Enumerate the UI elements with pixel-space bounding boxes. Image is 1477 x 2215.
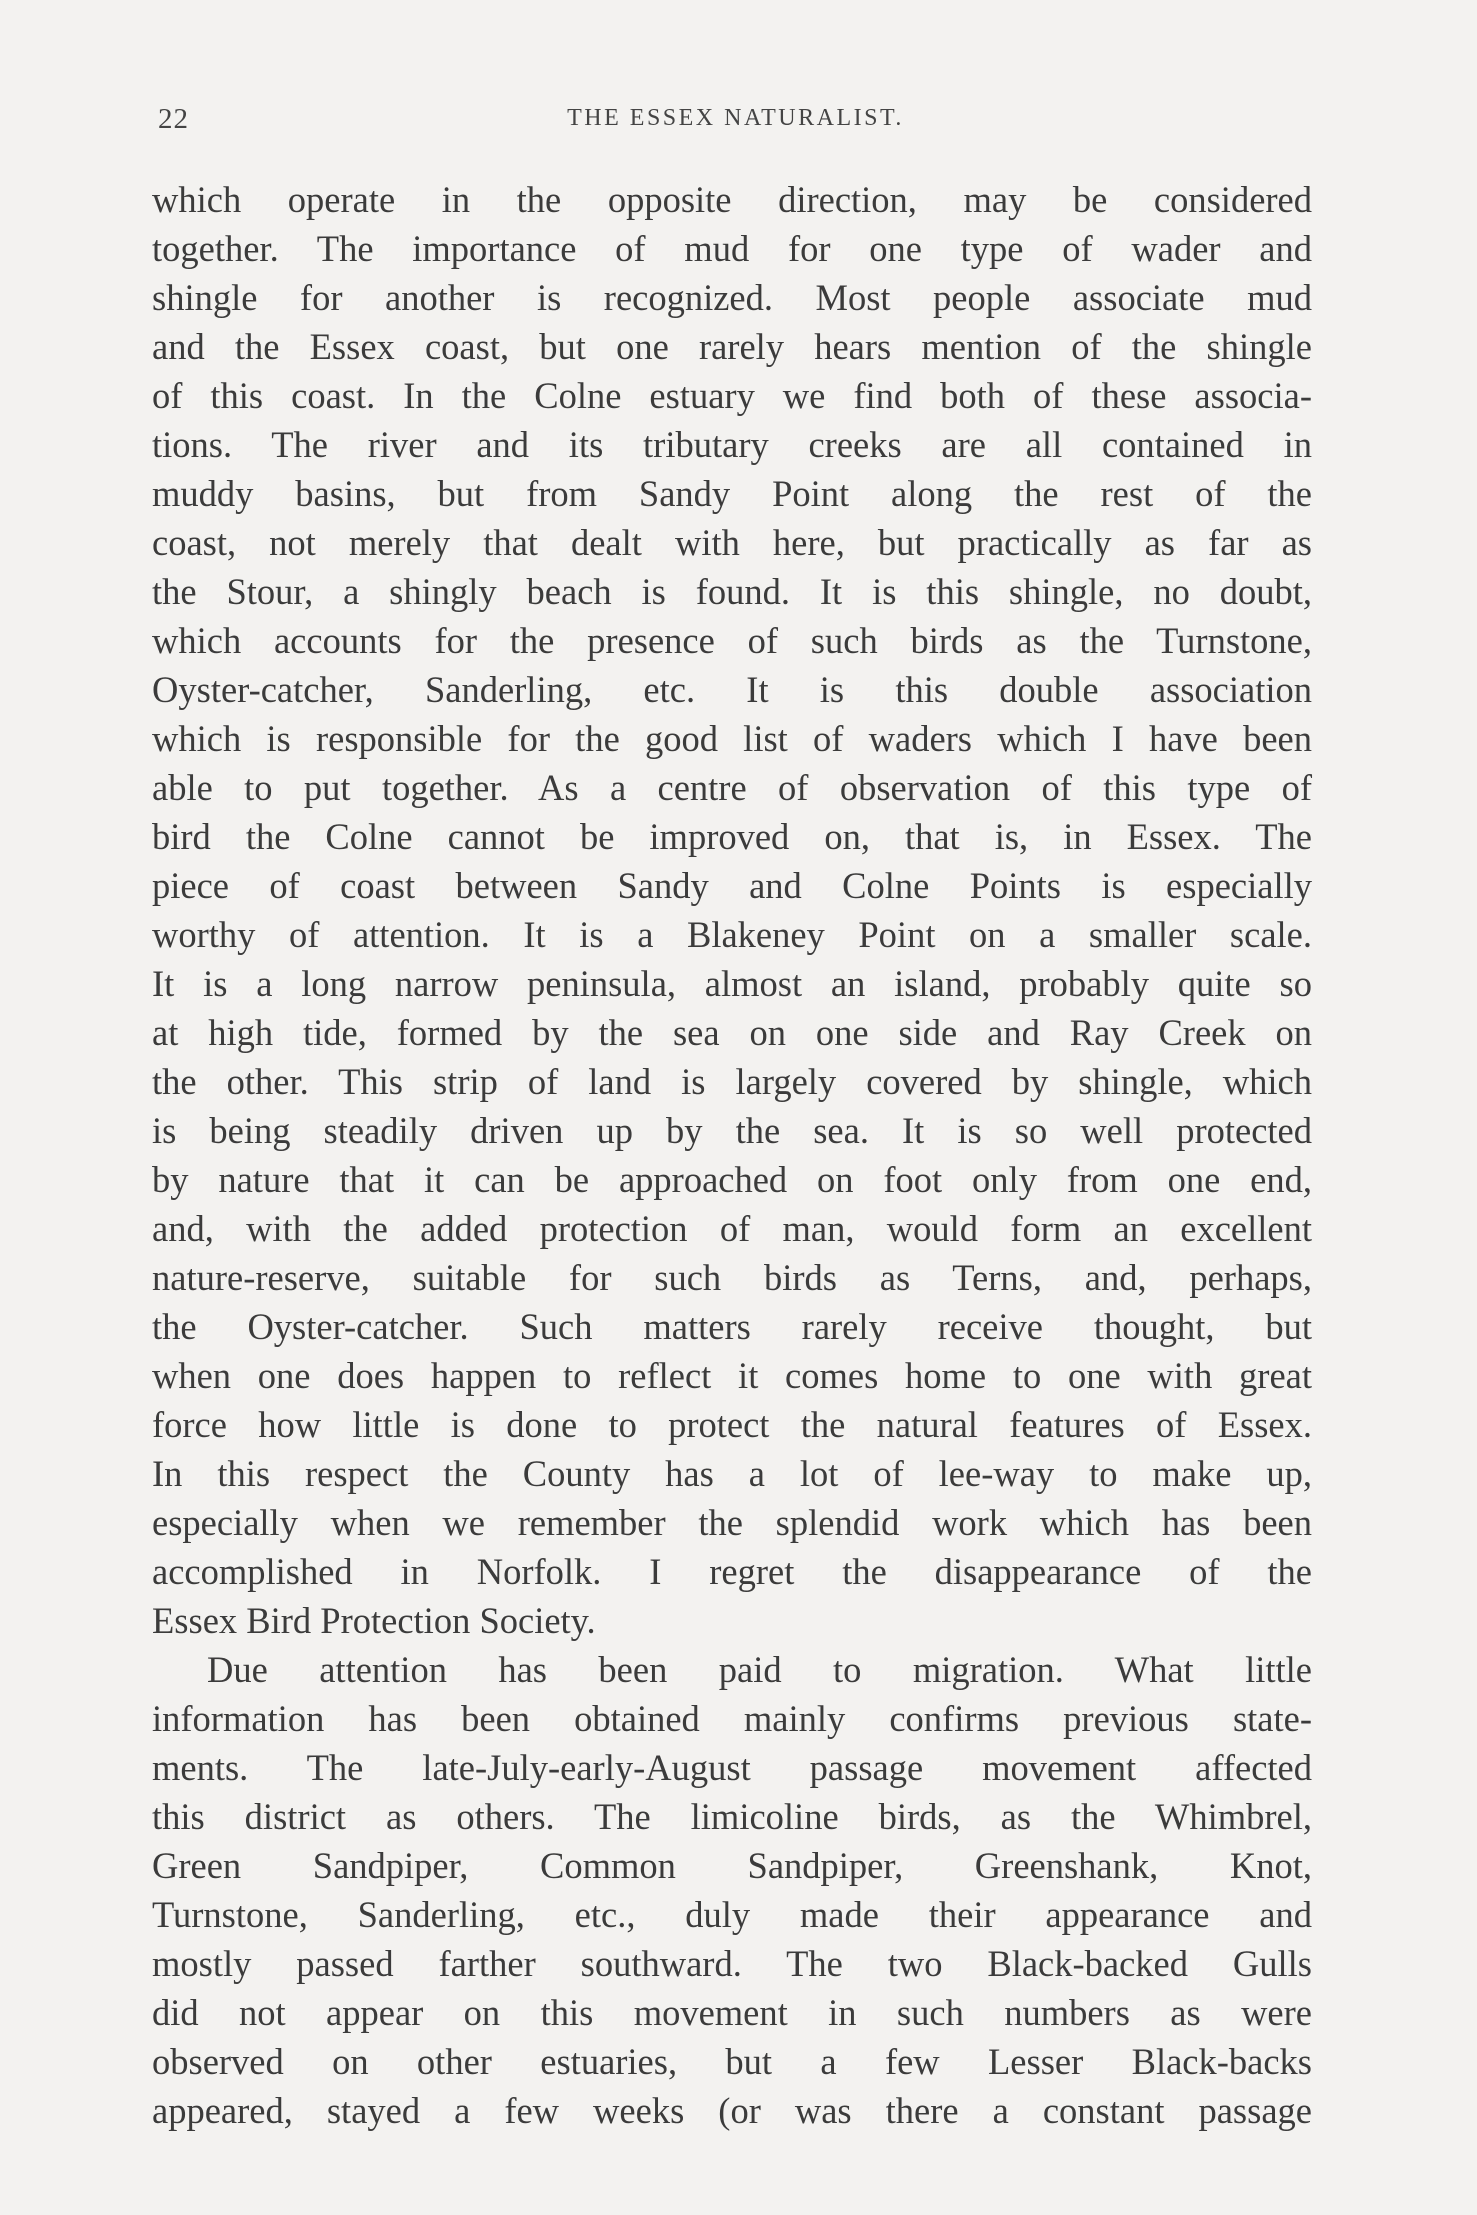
text-line: muddy basins, but from Sandy Point along the rest of the xyxy=(152,473,1312,514)
text-line: mostly passed farther southward. The two Black-backed Gulls xyxy=(152,1943,1312,1984)
body-text xyxy=(152,175,1312,2135)
text-line: the other. This strip of land is largely covered by shingle, which xyxy=(152,1061,1312,1102)
text-line: the Oyster-catcher. Such matters rarely receive thought, but xyxy=(152,1306,1312,1347)
running-title: THE ESSEX NATURALIST. xyxy=(567,105,904,131)
text-line: of this coast. In the Colne estuary we find both of these associa- xyxy=(152,375,1312,416)
text-line: In this respect the County has a lot of lee-way to make up, xyxy=(152,1453,1312,1494)
text-line: observed on other estuaries, but a few Lesser Black-backs xyxy=(152,2041,1312,2082)
text-line: Green Sandpiper, Common Sandpiper, Greenshank, Knot, xyxy=(152,1845,1312,1886)
text-line: Due attention has been paid to migration. What little xyxy=(207,1649,1312,1690)
page-header xyxy=(158,103,1313,143)
paragraph-2 xyxy=(152,1645,1312,2135)
text-line: the Stour, a shingly beach is found. It is this shingle, no doubt, xyxy=(152,571,1312,612)
text-line: which operate in the opposite direction, may be considered xyxy=(152,179,1312,220)
text-line: It is a long narrow peninsula, almost an island, probably quite so xyxy=(152,963,1312,1004)
page-number: 22 xyxy=(158,103,189,135)
text-line: Oyster-catcher, Sanderling, etc. It is this double association xyxy=(152,669,1312,710)
text-line: Turnstone, Sanderling, etc., duly made their appearance and xyxy=(152,1894,1312,1935)
text-line: together. The importance of mud for one type of wader and xyxy=(152,228,1312,269)
text-line: which is responsible for the good list of waders which I have been xyxy=(152,718,1312,759)
text-line: shingle for another is recognized. Most people associate mud xyxy=(152,277,1312,318)
text-line: nature-reserve, suitable for such birds as Terns, and, perhaps, xyxy=(152,1257,1312,1298)
text-line: by nature that it can be approached on foot only from one end, xyxy=(152,1159,1312,1200)
paragraph-1 xyxy=(152,175,1312,1645)
text-line: appeared, stayed a few weeks (or was there a constant passage xyxy=(152,2090,1312,2131)
text-line: piece of coast between Sandy and Colne Points is especially xyxy=(152,865,1312,906)
text-line: tions. The river and its tributary creeks are all contained in xyxy=(152,424,1312,465)
text-line: Essex Bird Protection Society. xyxy=(152,1600,596,1641)
text-line: information has been obtained mainly confirms previous state- xyxy=(152,1698,1312,1739)
text-line: and, with the added protection of man, would form an excellent xyxy=(152,1208,1312,1249)
text-line: accomplished in Norfolk. I regret the disappearance of the xyxy=(152,1551,1312,1592)
text-line: bird the Colne cannot be improved on, that is, in Essex. The xyxy=(152,816,1312,857)
text-line: and the Essex coast, but one rarely hears mention of the shingle xyxy=(152,326,1312,367)
text-line: worthy of attention. It is a Blakeney Point on a smaller scale. xyxy=(152,914,1312,955)
text-line: did not appear on this movement in such numbers as were xyxy=(152,1992,1312,2033)
text-line: is being steadily driven up by the sea. It is so well protected xyxy=(152,1110,1312,1151)
text-line: able to put together. As a centre of observation of this type of xyxy=(152,767,1312,808)
text-line: when one does happen to reflect it comes home to one with great xyxy=(152,1355,1312,1396)
text-line: which accounts for the presence of such birds as the Turnstone, xyxy=(152,620,1312,661)
text-line: ments. The late-July-early-August passage movement affected xyxy=(152,1747,1312,1788)
text-line: force how little is done to protect the natural features of Essex. xyxy=(152,1404,1312,1445)
text-line: especially when we remember the splendid work which has been xyxy=(152,1502,1312,1543)
text-line: coast, not merely that dealt with here, but practically as far as xyxy=(152,522,1312,563)
text-line: this district as others. The limicoline birds, as the Whimbrel, xyxy=(152,1796,1312,1837)
text-line: at high tide, formed by the sea on one side and Ray Creek on xyxy=(152,1012,1312,1053)
